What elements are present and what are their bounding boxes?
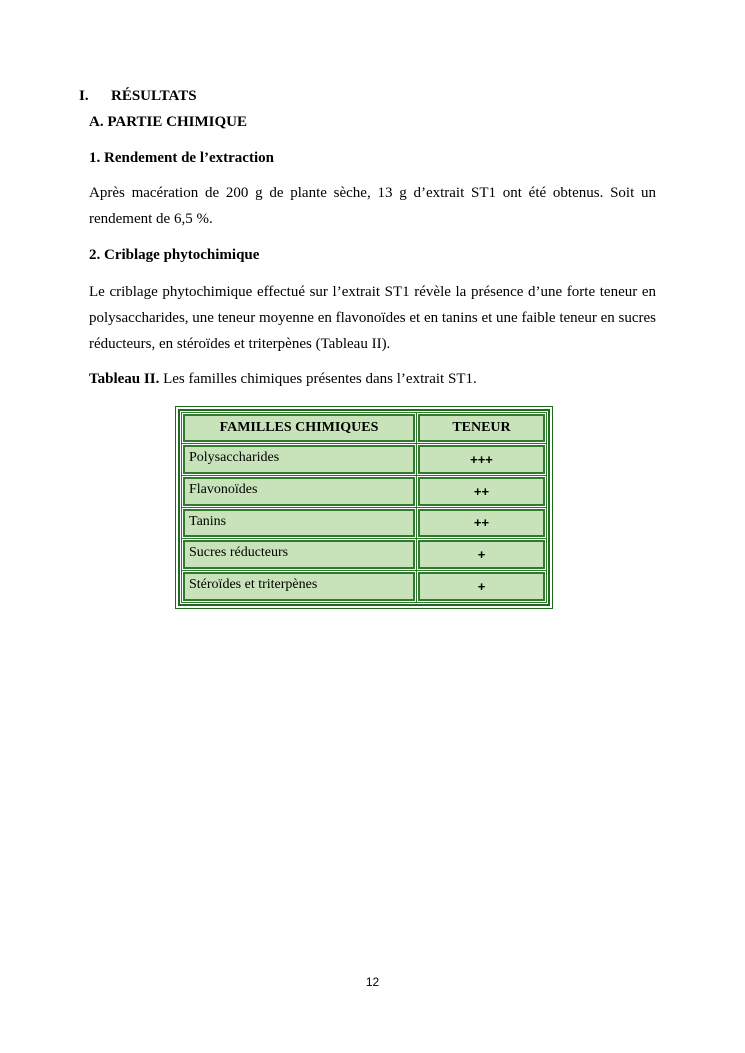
section-number: I.	[79, 88, 89, 104]
table-caption	[89, 371, 477, 388]
table-row	[183, 509, 545, 538]
level-cell: +++	[418, 445, 545, 474]
level-cell: ++	[418, 477, 545, 506]
chemical-families-table	[175, 406, 553, 609]
header-level: TENEUR	[418, 414, 545, 442]
level-cell: +	[418, 540, 545, 569]
table-header-row	[183, 414, 545, 442]
part-heading: A. PARTIE CHIMIQUE	[89, 114, 247, 130]
level-cell: +	[418, 572, 545, 601]
subsection-1-paragraph: Après macération de 200 g de plante sèche, 13 g d’extrait ST1 ont été obtenus. Soit un rendement de 6,5 %.	[89, 185, 656, 227]
table-caption-text: Les familles chimiques présentes dans l’extrait ST1.	[159, 371, 477, 387]
subsection-2-heading: 2. Criblage phytochimique	[89, 247, 260, 263]
family-cell: Flavonoïdes	[183, 477, 415, 506]
page-number: 12	[365, 975, 380, 989]
table-row	[183, 572, 545, 601]
level-cell: ++	[418, 509, 545, 538]
table-row	[183, 477, 545, 506]
section-title: RÉSULTATS	[111, 88, 197, 104]
family-cell: Sucres réducteurs	[183, 540, 415, 569]
table-row	[183, 445, 545, 474]
family-cell: Stéroïdes et triterpènes	[183, 572, 415, 601]
table-row	[183, 540, 545, 569]
subsection-1-heading: 1. Rendement de l’extraction	[89, 150, 274, 166]
family-cell: Tanins	[183, 509, 415, 538]
subsection-2-paragraph: Le criblage phytochimique effectué sur l’extrait ST1 révèle la présence d’une forte teneur en polysaccharides, une teneur moyenne en flavonoïdes et en tanins et une faible teneur en sucres réducteurs, en stéroïdes et triterpènes (Tableau II).	[89, 284, 656, 352]
table-caption-label: Tableau II.	[89, 371, 160, 387]
header-families: FAMILLES CHIMIQUES	[183, 414, 415, 442]
chemical-families-grid	[178, 409, 550, 606]
family-cell: Polysaccharides	[183, 445, 415, 474]
section-heading	[79, 88, 197, 105]
